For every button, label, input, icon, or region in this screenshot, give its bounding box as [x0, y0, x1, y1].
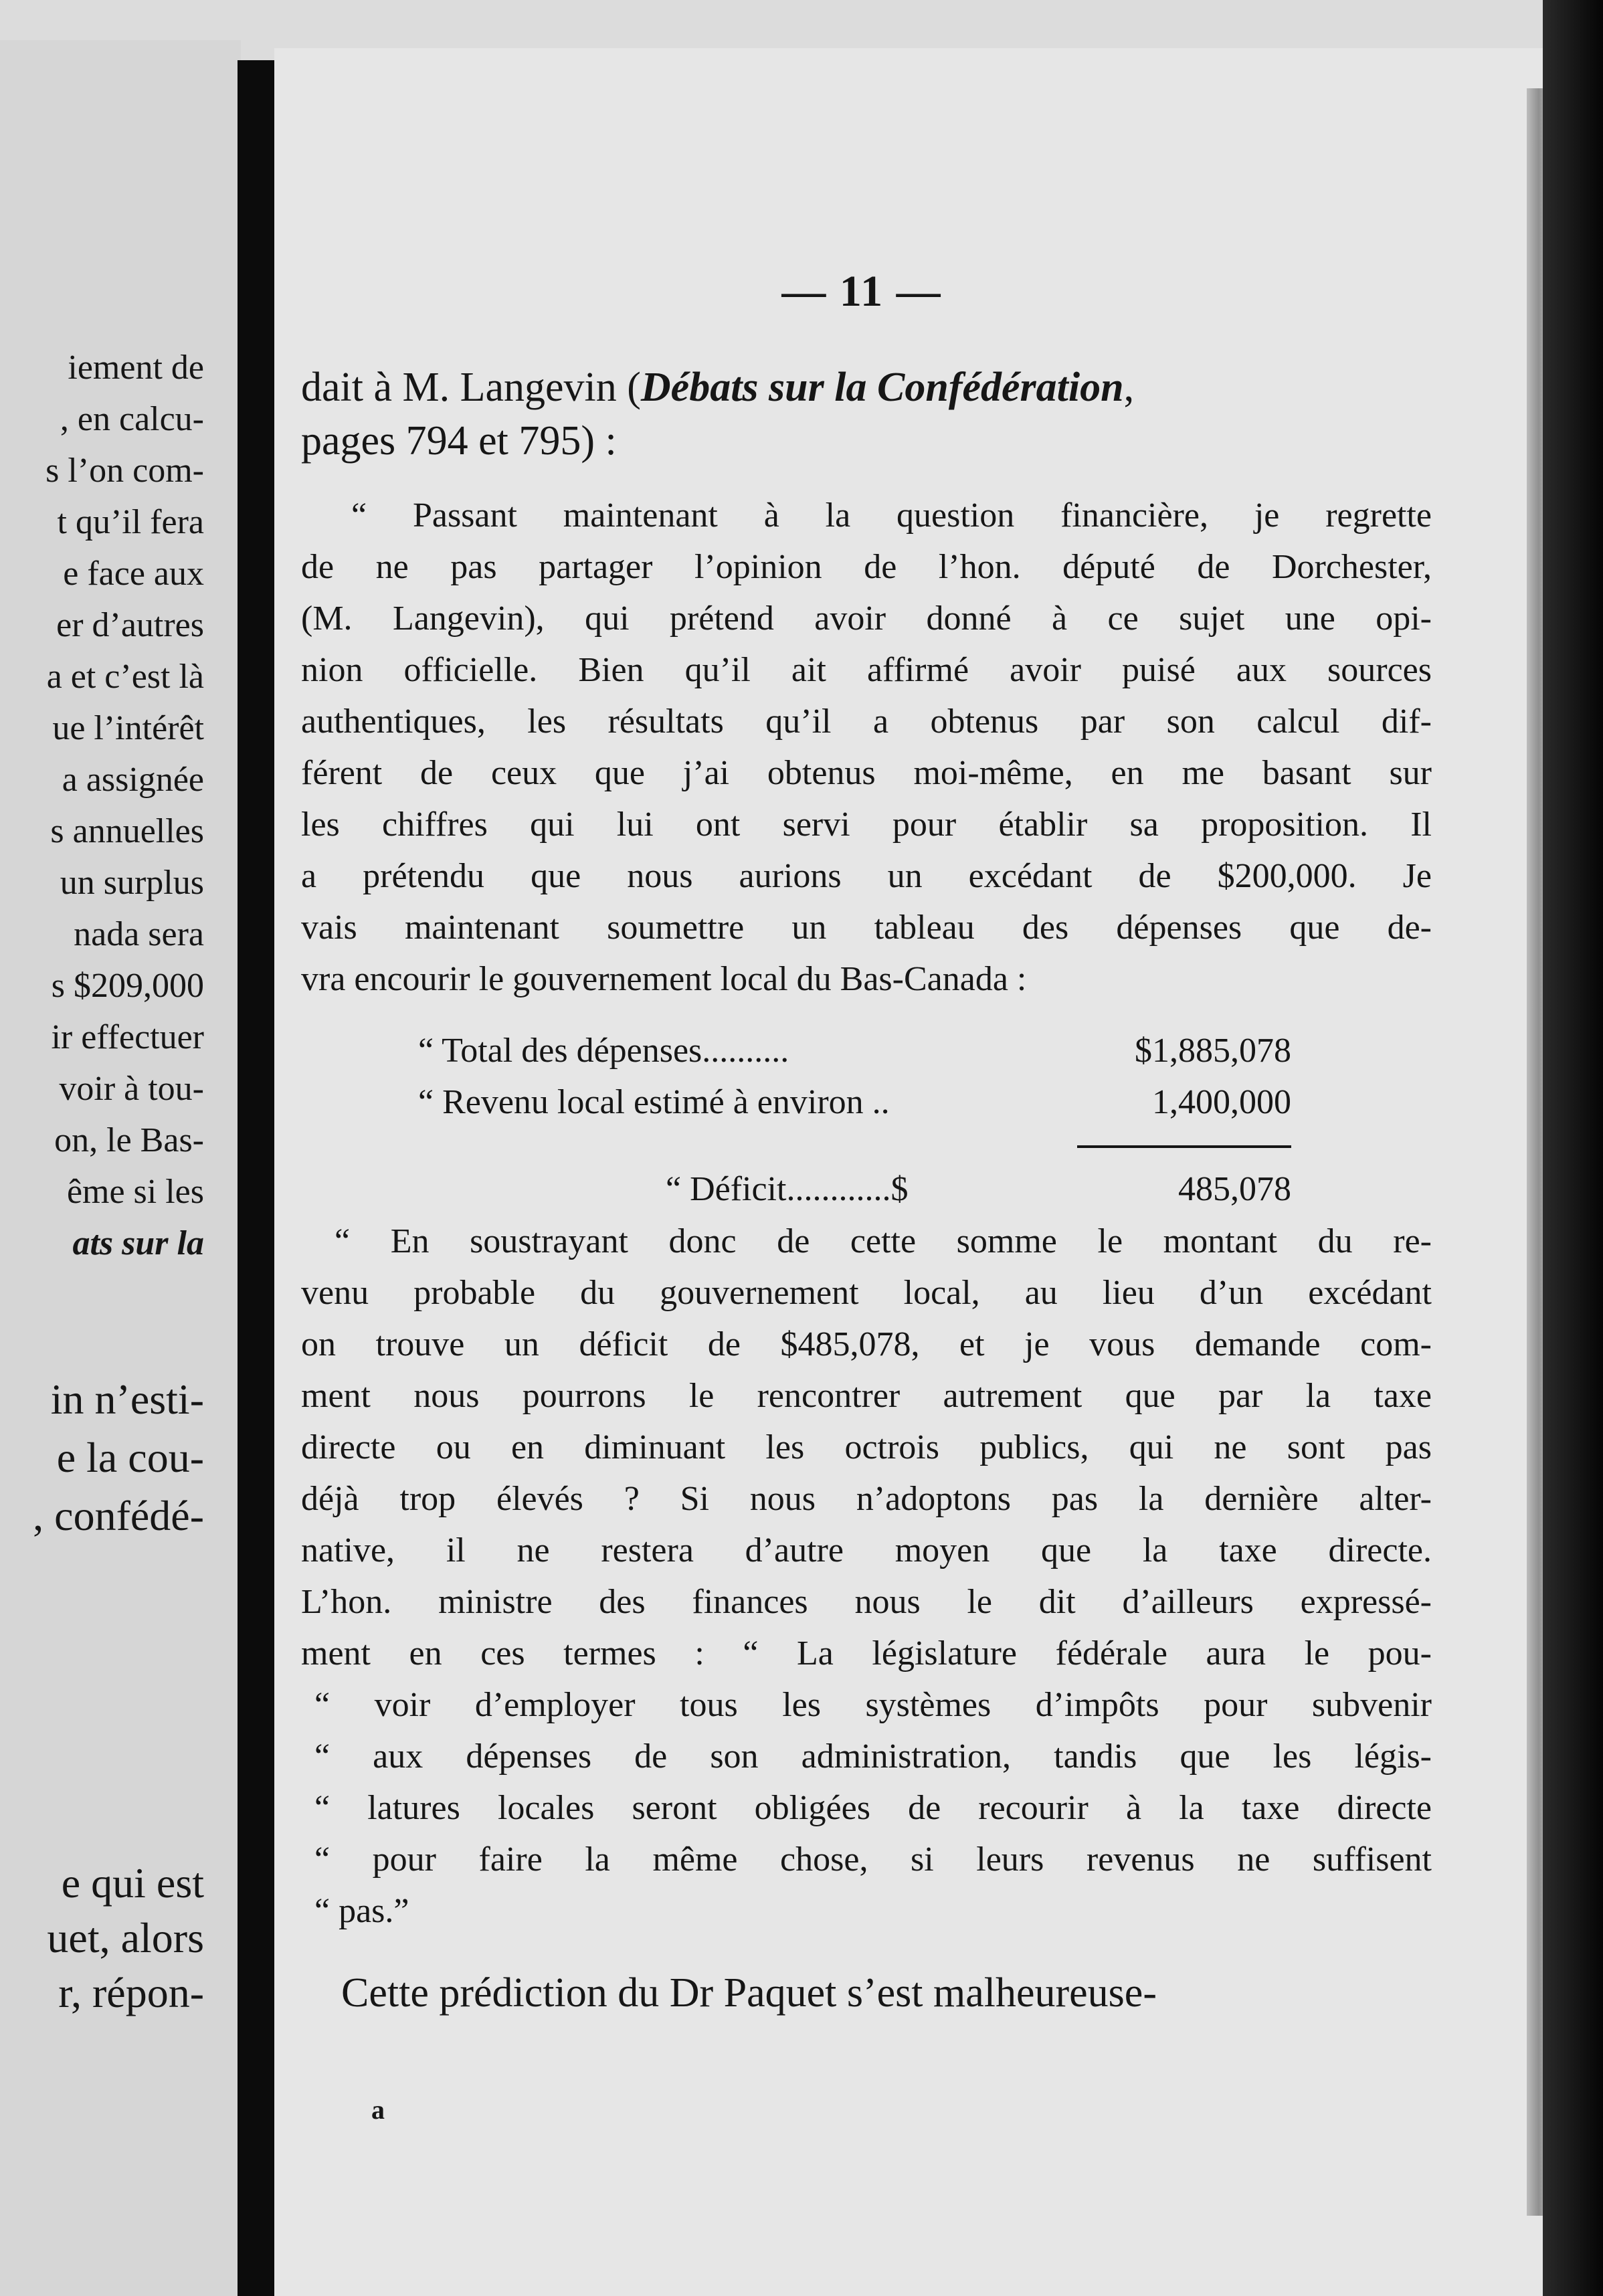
quote-line: férent de ceux que j’ai obtenus moi-même, en me basant sur — [301, 754, 1432, 792]
quote-line: de ne pas partager l’opinion de l’hon. député de Dorchester, — [301, 548, 1432, 586]
book-title: Débats sur la Confédération — [640, 365, 1124, 410]
quote-line: déjà trop élevés ? Si nous n’adoptons pas la dernière alter- — [301, 1480, 1432, 1518]
left-fragment: voir à tou- — [59, 1070, 204, 1108]
table-row-label: “ Déficit............$ — [666, 1170, 909, 1208]
quote-line: “ latures locales seront obligées de recourir à la taxe directe — [314, 1789, 1432, 1827]
quote-line: vais maintenant soumettre un tableau des dépenses que de- — [301, 908, 1432, 947]
quote-line: “ aux dépenses de son administration, tandis que les légis- — [314, 1737, 1432, 1776]
left-fragment: un surplus — [60, 864, 204, 902]
table-row-value: 1,400,000 — [1152, 1083, 1291, 1121]
quote-line: venu probable du gouvernement local, au lieu d’un excédant — [301, 1274, 1432, 1312]
left-fragment: ir effectuer — [51, 1018, 204, 1056]
left-fragment: e la cou- — [56, 1434, 204, 1481]
page-number: — 11 — — [781, 267, 942, 316]
left-fragment: on, le Bas- — [54, 1121, 204, 1159]
closing-line: Cette prédiction du Dr Paquet s’est malheureuse- — [341, 1970, 1157, 2016]
left-fragment: s l’on com- — [45, 452, 204, 490]
quote-line: nion officielle. Bien qu’il ait affirmé avoir puisé aux sources — [301, 651, 1432, 689]
intro-line: dait à M. Langevin (Débats sur la Confédération, — [301, 365, 1135, 410]
intro-line: pages 794 et 795) : — [301, 418, 617, 464]
left-fragment: ême si les — [66, 1173, 204, 1211]
quote-line: L’hon. ministre des finances nous le dit d’ailleurs expressé- — [301, 1583, 1432, 1621]
table-row-label: “ Total des dépenses.......... — [418, 1032, 789, 1070]
left-fragment: er d’autres — [56, 606, 204, 644]
left-fragment: e face aux — [63, 555, 204, 593]
quote-line: “ voir d’employer tous les systèmes d’impôts pour subvenir — [314, 1686, 1432, 1724]
left-fragment: s annuelles — [50, 812, 204, 850]
scan-border — [1543, 0, 1603, 2296]
left-fragment: r, répon- — [58, 1969, 204, 2016]
quote-line: (M. Langevin), qui prétend avoir donné à ce sujet une opi- — [301, 599, 1432, 638]
left-fragment: ats sur la — [72, 1224, 204, 1262]
left-fragment: a et c’est là — [46, 658, 204, 696]
quote-line: directe ou en diminuant les octrois publics, qui ne sont pas — [301, 1428, 1432, 1466]
signature-mark: a — [371, 2095, 385, 2125]
quote-line: ment en ces termes : “ La législature fédérale aura le pou- — [301, 1634, 1432, 1672]
left-fragment: t qu’il fera — [57, 503, 204, 541]
quote-line: “ Passant maintenant à la question financière, je regrette — [351, 496, 1432, 535]
total-rule — [1077, 1145, 1291, 1148]
quote-line: on trouve un déficit de $485,078, et je vous demande com- — [301, 1325, 1432, 1363]
table-row-value: $1,885,078 — [1135, 1032, 1291, 1070]
table-row-label: “ Revenu local estimé à environ .. — [418, 1083, 890, 1121]
quote-line: les chiffres qui lui ont servi pour établir sa proposition. Il — [301, 805, 1432, 844]
left-fragment: in n’esti- — [50, 1375, 204, 1423]
quote-line: “ pas.” — [314, 1892, 409, 1930]
quote-line: ment nous pourrons le rencontrer autrement que par la taxe — [301, 1377, 1432, 1415]
left-facing-page — [0, 40, 241, 2296]
quote-line: “ pour faire la même chose, si leurs revenus ne suffisent — [314, 1840, 1432, 1879]
book-gutter — [238, 60, 274, 2296]
quote-line: a prétendu que nous aurions un excédant de $200,000. Je — [301, 857, 1432, 895]
quote-line: “ En soustrayant donc de cette somme le montant du re- — [335, 1222, 1432, 1260]
quote-line: vra encourir le gouvernement local du Bas-Canada : — [301, 960, 1027, 998]
left-fragment: ue l’intérêt — [52, 709, 204, 747]
quote-line: native, il ne restera d’autre moyen que la taxe directe. — [301, 1531, 1432, 1569]
left-fragment: , confédé- — [33, 1492, 204, 1539]
left-fragment: s $209,000 — [51, 967, 204, 1005]
table-row-value: 485,078 — [1178, 1170, 1291, 1208]
quote-line: authentiques, les résultats qu’il a obtenus par son calcul dif- — [301, 702, 1432, 741]
left-fragment: e qui est — [61, 1859, 204, 1907]
left-fragment: a assignée — [62, 761, 204, 799]
left-fragment: , en calcu- — [60, 400, 204, 438]
left-fragment: uet, alors — [47, 1914, 204, 1962]
left-fragment: iement de — [68, 349, 204, 387]
left-fragment: nada sera — [74, 915, 204, 953]
